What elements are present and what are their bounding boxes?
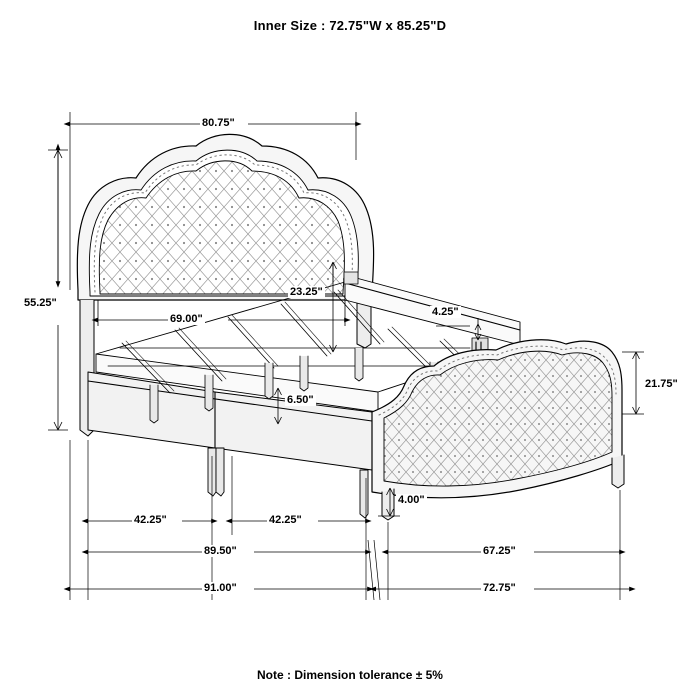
dim-rail-thickness: 4.25" [432,306,459,318]
dim-footboard-depth: 67.25" [483,545,516,557]
dim-overall-width: 72.75" [483,582,516,594]
dim-side-rail-length: 89.50" [204,545,237,557]
dim-headboard-panel-width: 69.00" [170,313,203,325]
dim-footboard-height: 21.75" [645,378,678,390]
dim-headboard-width: 80.75" [202,117,235,129]
dim-rail-to-slat-height: 23.25" [290,286,323,298]
dim-overall-height: 55.25" [24,297,57,309]
dim-slat-height: 6.50" [287,394,314,406]
dim-overall-length: 91.00" [204,582,237,594]
dim-ground-clearance: 4.00" [398,494,425,506]
tolerance-note: Note : Dimension tolerance ± 5% [257,668,443,682]
page-title: Inner Size : 72.75"W x 85.25"D [253,18,447,33]
dim-leg-span-left: 42.25" [134,514,167,526]
dim-leg-span-right: 42.25" [269,514,302,526]
